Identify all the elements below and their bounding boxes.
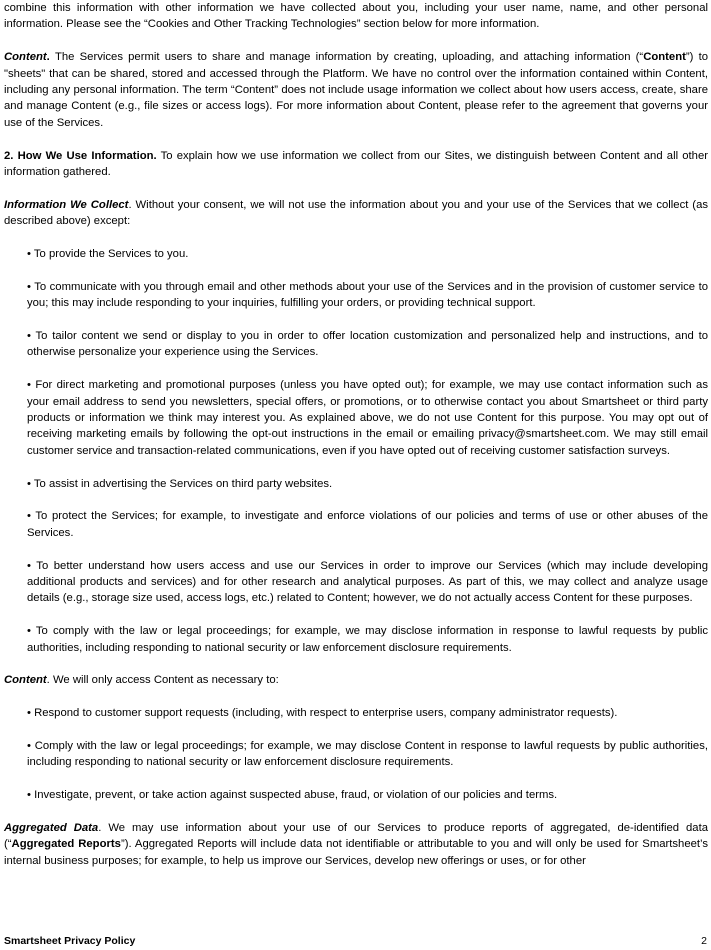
aggregated-text-a: . We may use information about your use of our Services to produce reports of aggregated, de-identified data (“ [4,822,708,851]
paragraph-information-we-collect [4,197,708,230]
collect-heading: Information We Collect [4,198,129,211]
content-text-a: The Services permit users to share and manage information by creating, uploading, and attaching information (“ [55,51,644,64]
list-item: • To comply with the law or legal proceedings; for example, we may disclose information in response to lawful requests by public authorities, including responding to national security or law enforcement disclosure requirements. [27,625,708,654]
content-heading-sep: . [46,51,55,64]
content-heading: Content [4,51,47,64]
section-2-heading: 2. How We Use Information. [4,149,157,162]
page-footer [4,935,707,947]
content-access-heading: Content [4,674,47,687]
list-item: • To communicate with you through email and other methods about your use of the Services and in the provision of customer service to you; this may include responding to your inquiries, fulfilling your orders, or providing technical support. [27,280,708,310]
list-item: • Investigate, prevent, or take action against suspected abuse, fraud, or violation of our policies and terms. [27,789,558,802]
paragraph-section-2 [4,148,708,181]
aggregated-heading: Aggregated Data [4,822,99,835]
list-item: • To provide the Services to you. [27,248,189,261]
paragraph-intro: combine this information with other information we have collected about you, including your user name, name, and other personal information. Please see the “Cookies and Other Tracking Technologies” section below for more information. [4,2,708,31]
collect-text: . Without your consent, we will not use the information about you and your use of the Services that we collect (as described above) except: [4,198,708,228]
list-item: • To better understand how users access and use our Services in order to improve our Services (which may include developing additional products and services) and for other research and analytical purposes. As part of this, we may collect and analyze usage details (e.g., storage size used, access logs, etc.) related to Content; however, we do not actually access Content for these purposes. [27,559,708,605]
list-item: • To assist in advertising the Services on third party websites. [27,477,333,490]
list-item: • For direct marketing and promotional purposes (unless you have opted out); for example, we may use contact information such as your email address to send you newsletters, special offers, or promotions, or to otherwise contact you about Smartsheet or third party products or information we think may interest you. As explained above, we do not use Content for this purpose. You may opt out of receiving marketing emails by following the opt-out instructions in the email or emailing privacy@smartsheet.com. We may still email customer service and transaction-related communications, even if you have opted out of receiving customer satisfaction surveys. [27,379,708,457]
list-item: • To tailor content we send or display to you in order to offer location customization and personalized help and instructions, and to otherwise personalize your experience using the Services. [27,330,708,359]
page-number: 2 [701,935,707,947]
paragraph-aggregated-data [4,820,708,869]
aggregated-term: Aggregated Reports [11,838,121,851]
section-2-text: To explain how we use information we collect from our Sites, we distinguish between Content and all other information gathered. [4,149,708,179]
paragraph-content [4,49,708,131]
list-item: • To protect the Services; for example, to investigate and enforce violations of our policies and terms of use or other abuses of the Services. [27,510,708,539]
content-text-b: ”) to "sheets" that can be shared, stored and accessed through the Platform. We have no control over the information contained within Content, including any personal information. The term “Content” does not include usage information we collect about how users access, create, share and manage Content (e.g., file sizes or access logs). For more information about Content, please refer to the agreement that governs your use of the Services. [4,51,708,129]
policy-body [4,0,708,886]
content-term: Content [643,51,686,64]
content-access-text: . We will only access Content as necessary to: [46,674,279,687]
footer-title: Smartsheet Privacy Policy [4,935,136,947]
list-item: • Respond to customer support requests (including, with respect to enterprise users, company administrator requests). [27,707,618,720]
paragraph-content-access [4,672,708,688]
aggregated-text-b: ”). Aggregated Reports will include data not identifiable or attributable to you and will only be used for Smartsheet’s internal business purposes; for example, to help us improve our Services, develop new offerings or uses, or for other [4,838,708,867]
list-item: • Comply with the law or legal proceedings; for example, we may disclose Content in response to lawful requests by public authorities, including responding to national security or law enforcement disclosure requirements. [27,740,708,769]
